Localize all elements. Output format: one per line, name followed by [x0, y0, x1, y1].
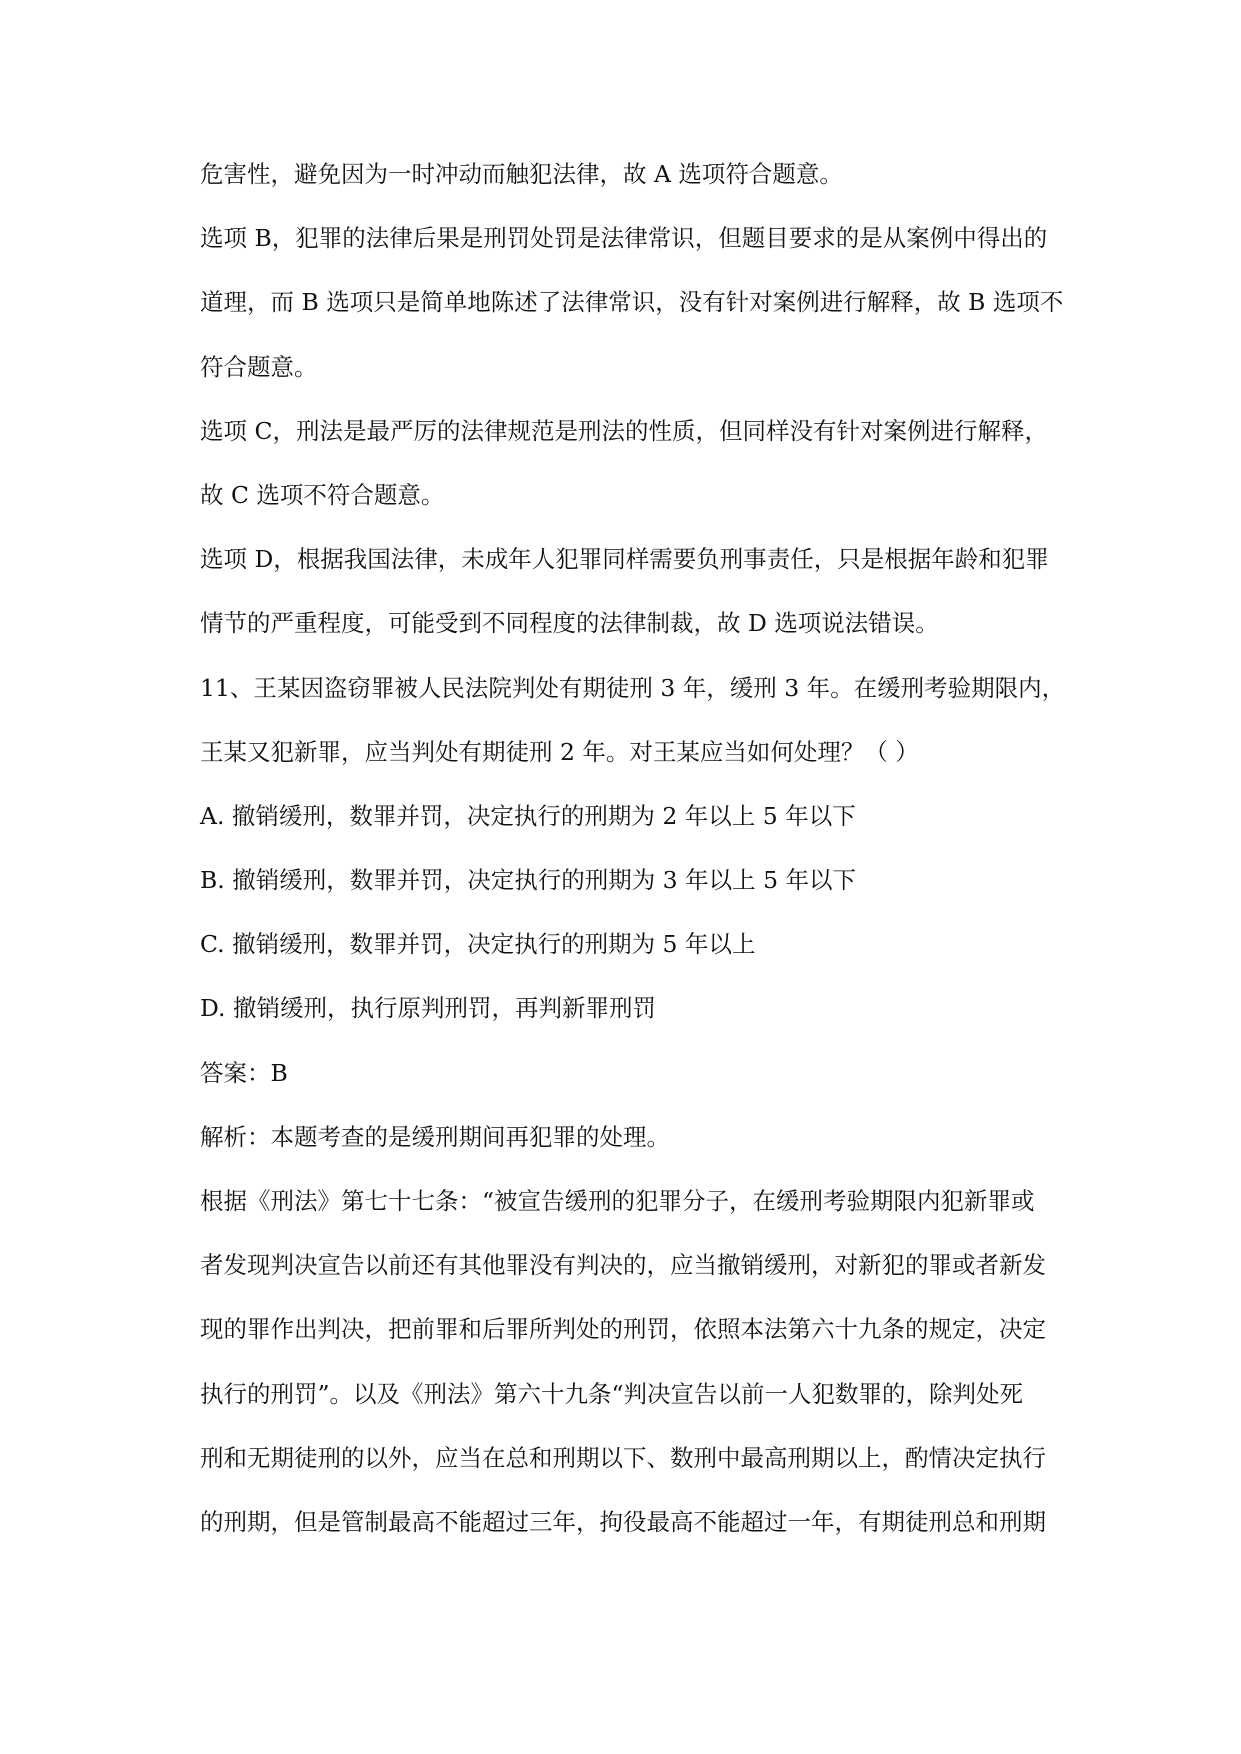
- text-line: 危害性，避免因为一时冲动而触犯法律，故 A 选项符合题意。: [200, 160, 843, 188]
- text-line: 选项 C，刑法是最严厉的法律规范是刑法的性质，但同样没有针对案例进行解释，: [200, 416, 1048, 445]
- text-line: 刑和无期徒刑的以外，应当在总和刑期以下、数刑中最高刑期以上，酌情决定执行: [200, 1443, 1046, 1472]
- text-line: 故 C 选项不符合题意。: [200, 480, 445, 509]
- document-body: [200, 142, 1100, 1554]
- text-line: 情节的严重程度，可能受到不同程度的法律制裁，故 D 选项说法错误。: [200, 609, 939, 638]
- answer-line: 答案：B: [200, 1058, 288, 1087]
- text-line: 执行的刑罚”。以及《刑法》第六十九条“判决宣告以前一人犯数罪的，除判处死: [200, 1379, 1024, 1408]
- text-line: 选项 B，犯罪的法律后果是刑罚处罚是法律常识，但题目要求的是从案例中得出的: [200, 224, 1048, 253]
- text-line: 现的罪作出判决，把前罪和后罪所判处的刑罚，依照本法第六十九条的规定，决定: [200, 1315, 1046, 1344]
- question-line: 王某又犯新罪，应当判处有期徒刑 2 年。对王某应当如何处理？（ ）: [200, 737, 919, 766]
- analysis-line: 解析：本题考查的是缓刑期间再犯罪的处理。: [200, 1122, 670, 1151]
- option-b: B. 撤销缓刑，数罪并罚，决定执行的刑期为 3 年以上 5 年以下: [200, 866, 856, 895]
- text-line: 根据《刑法》第七十七条：“被宣告缓刑的犯罪分子，在缓刑考验期限内犯新罪或: [200, 1187, 1035, 1215]
- option-a: A. 撤销缓刑，数罪并罚，决定执行的刑期为 2 年以上 5 年以下: [200, 801, 856, 830]
- question-line: 11、王某因盗窃罪被人民法院判处有期徒刑 3 年，缓刑 3 年。在缓刑考验期限内，: [200, 673, 1066, 702]
- text-line: 符合题意。: [200, 352, 318, 381]
- text-line: 道理，而 B 选项只是简单地陈述了法律常识，没有针对案例进行解释，故 B 选项不: [200, 288, 1064, 317]
- text-line: 选项 D，根据我国法律，未成年人犯罪同样需要负刑事责任，只是根据年龄和犯罪: [200, 545, 1049, 574]
- option-c: C. 撤销缓刑，数罪并罚，决定执行的刑期为 5 年以上: [200, 930, 756, 959]
- text-line: 者发现判决宣告以前还有其他罪没有判决的，应当撤销缓刑，对新犯的罪或者新发: [200, 1251, 1046, 1280]
- option-d: D. 撤销缓刑，执行原判刑罚，再判新罪刑罚: [200, 994, 656, 1023]
- text-line: 的刑期，但是管制最高不能超过三年，拘役最高不能超过一年，有期徒刑总和刑期: [200, 1507, 1046, 1536]
